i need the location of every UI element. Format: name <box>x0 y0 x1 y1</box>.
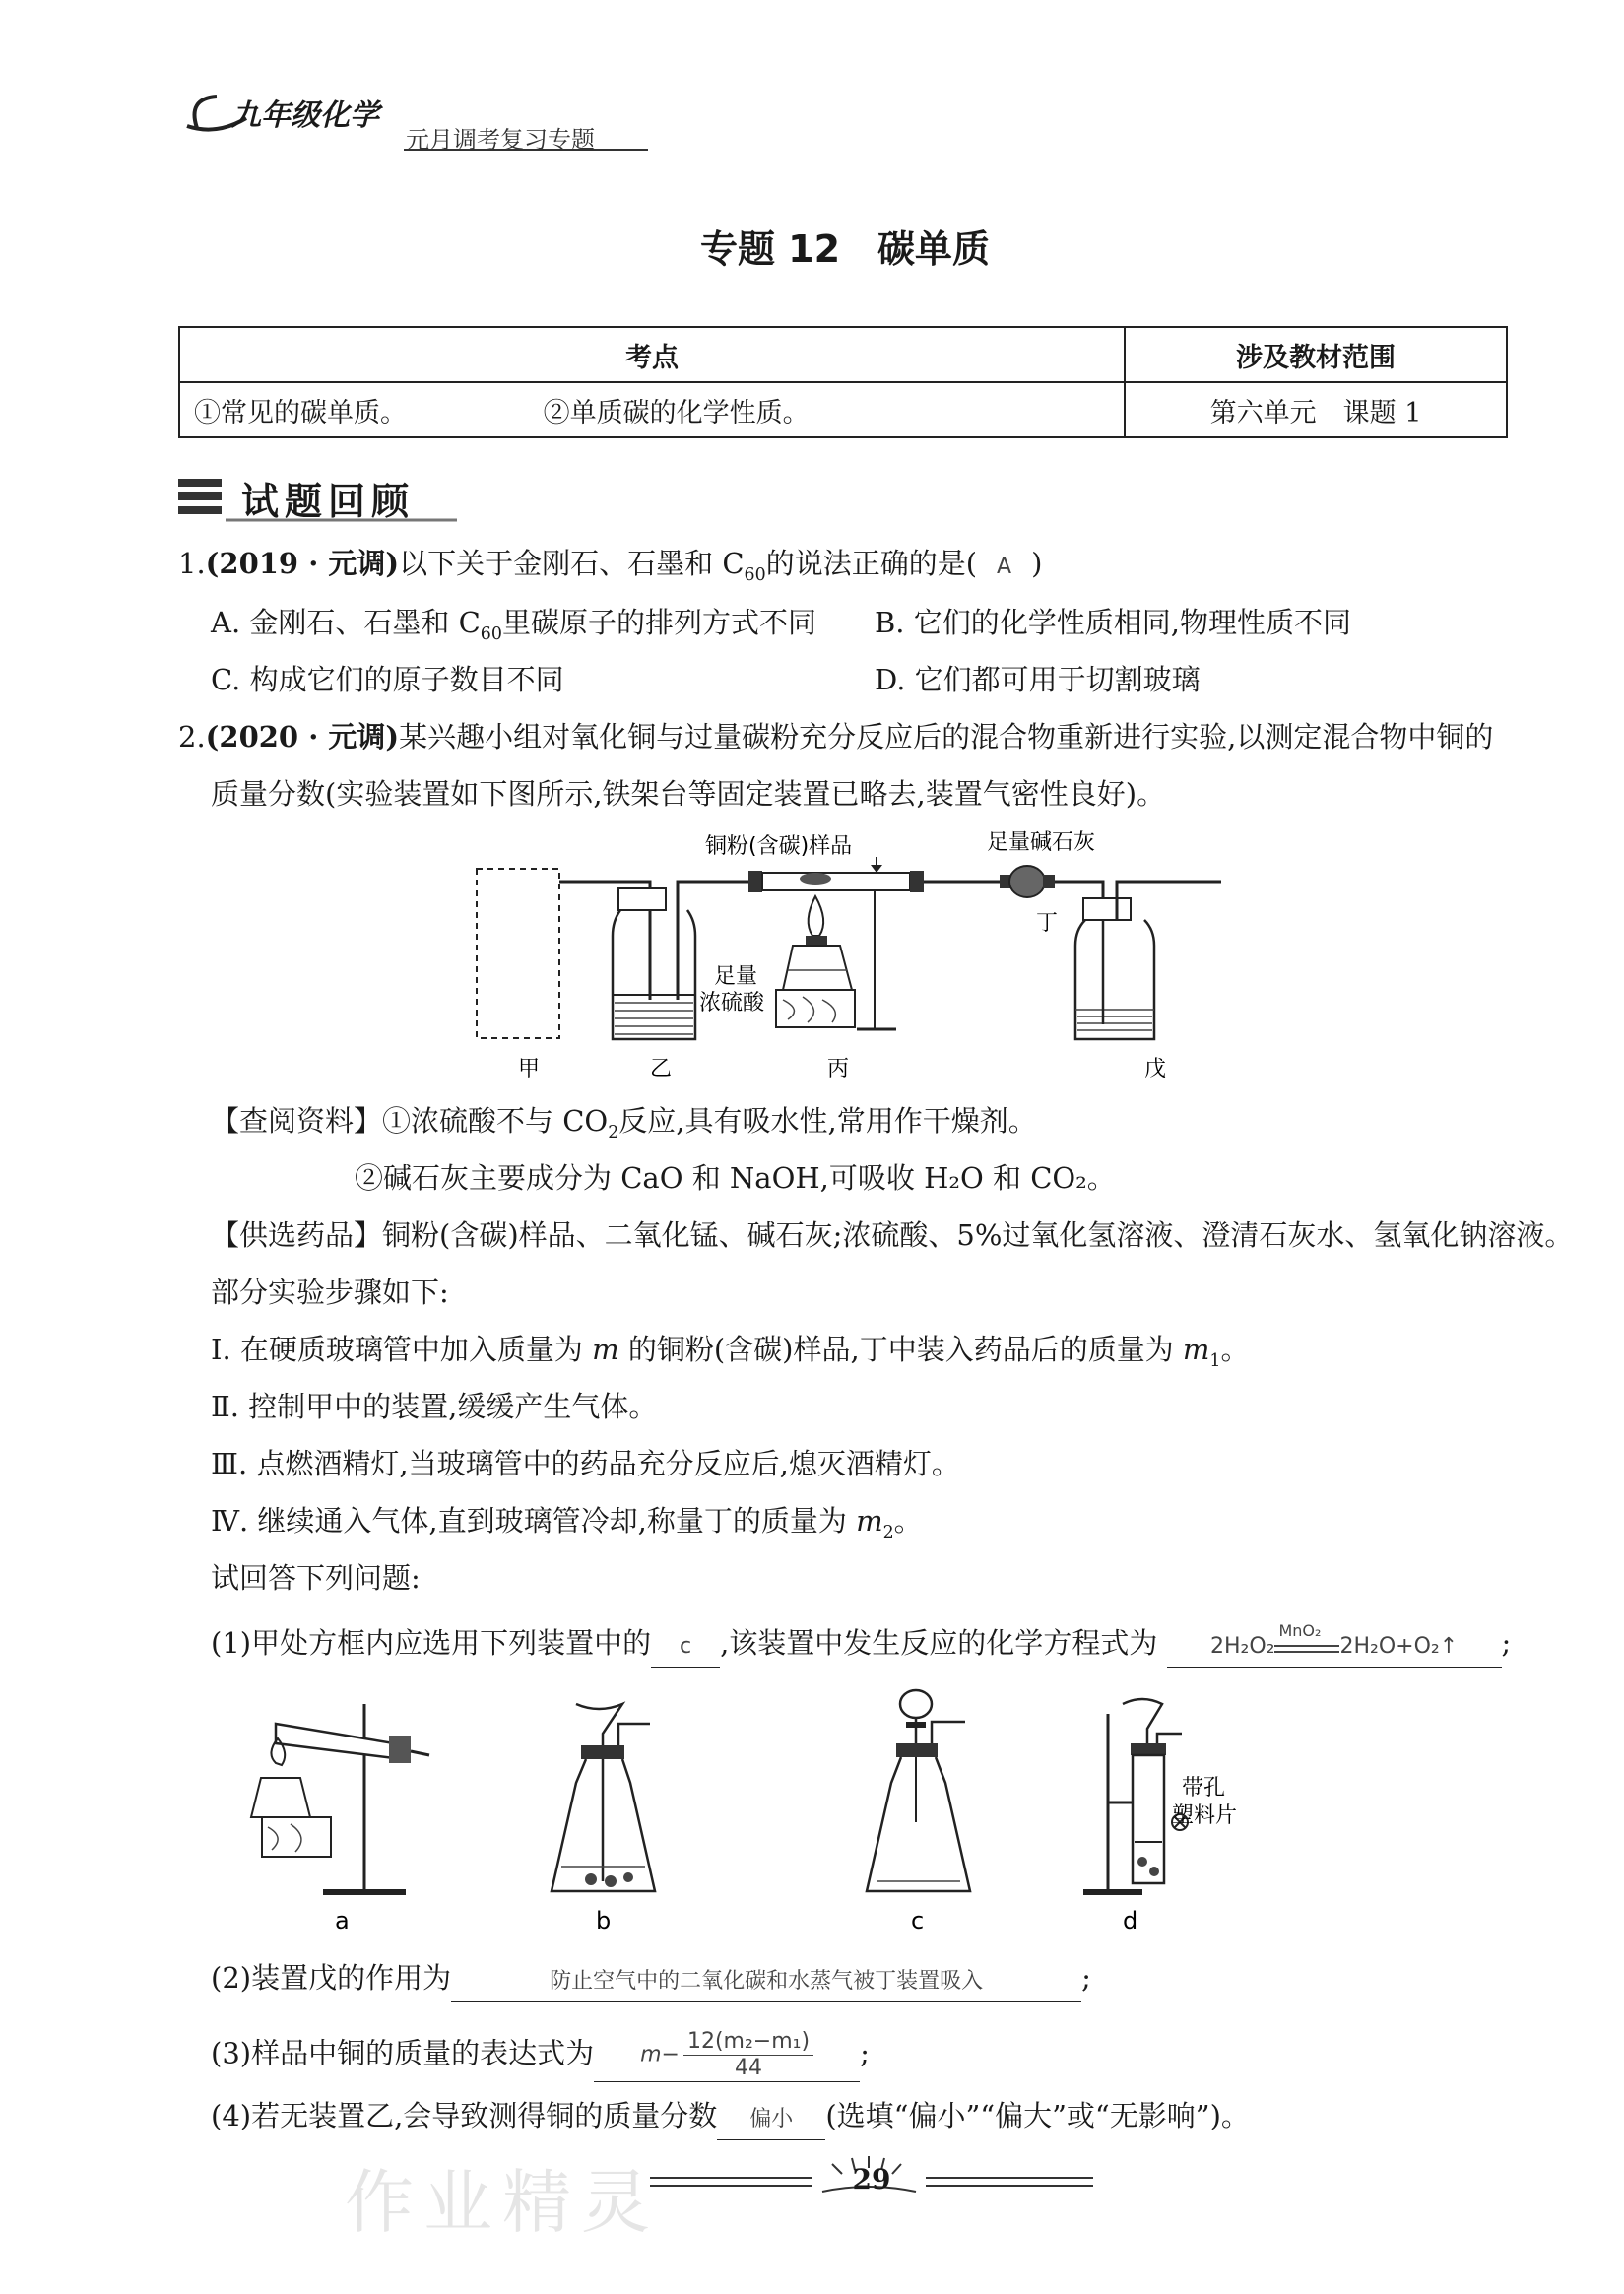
label-acid-2: 浓硫酸 <box>699 991 765 1016</box>
step1-m1-sub: 1 <box>1209 1350 1221 1371</box>
label-bing: 丙 <box>827 1057 850 1081</box>
q1-stem-sub: 60 <box>744 564 766 585</box>
q1-option-a-text: A. 金刚石、石墨和 C <box>211 606 481 639</box>
info-head: 【查阅资料】 <box>211 1104 383 1138</box>
apparatus-c <box>867 1690 970 1891</box>
s3-answer-blank <box>594 2029 860 2082</box>
s1-catalyst: MnO₂ <box>1278 1621 1322 1640</box>
s1-equation-blank <box>1167 1623 1502 1668</box>
label-jia: 甲 <box>518 1057 541 1081</box>
experiment-apparatus-figure <box>463 827 1251 1083</box>
header-subtitle: 元月调考复习专题 <box>406 126 595 154</box>
q1-stem-b: 的说法正确的是( <box>765 547 978 580</box>
s1-reactant: 2H₂O₂ <box>1209 1634 1275 1659</box>
s3-fraction <box>683 2029 813 2081</box>
ask-line: 试回答下列问题: <box>211 1561 421 1595</box>
subq-2 <box>211 1958 1091 2002</box>
step4-sub: 2 <box>882 1522 894 1542</box>
table-point2: ②单质碳的化学性质。 <box>543 397 810 428</box>
info1-b: 反应,具有吸水性,常用作干燥剂。 <box>618 1104 1037 1138</box>
q1-num: 1. <box>178 547 206 580</box>
step4-m: m <box>856 1504 883 1538</box>
label-app-d-note1: 带孔 <box>1182 1776 1226 1801</box>
q1-option-d: D. 它们都可用于切割玻璃 <box>875 663 1201 696</box>
q1-source: (2019 · 元调) <box>205 547 400 580</box>
q2-stem-line1 <box>178 717 1493 756</box>
q1-stem-a: 以下关于金刚石、石墨和 C <box>399 547 745 580</box>
apparatus-b <box>552 1704 655 1891</box>
q1-option-a-text2: 里碳原子的排列方式不同 <box>501 606 816 639</box>
label-sample: 铜粉(含碳)样品 <box>705 834 853 859</box>
s3-end: ; <box>860 2036 870 2070</box>
s1-b: ,该装置中发生反应的化学方程式为 <box>720 1626 1158 1660</box>
alcohol-lamp <box>776 890 896 1029</box>
label-yi: 乙 <box>650 1057 673 1081</box>
apparatus-d <box>1083 1699 1188 1895</box>
step1-m: m <box>592 1333 619 1366</box>
label-wu: 戊 <box>1144 1057 1167 1081</box>
steps-intro: 部分实验步骤如下: <box>211 1276 449 1309</box>
label-ding: 丁 <box>1036 911 1059 936</box>
label-app-a: a <box>335 1907 350 1934</box>
step-4 <box>211 1501 923 1552</box>
subq-3 <box>211 2029 870 2082</box>
q2-stem-line2: 质量分数(实验装置如下图所示,铁架台等固定装置已略去,装置气密性良好)。 <box>211 777 1166 811</box>
info-line1: 【查阅资料】①浓硫酸不与 $CO_2$反应,具有吸水性,常用作干燥剂。 <box>211 1104 1037 1143</box>
q2-source: (2020 · 元调) <box>205 720 400 754</box>
s2-end: ; <box>1081 1961 1091 1995</box>
s2-answer-blank <box>451 1958 1081 2002</box>
label-app-d: d <box>1123 1907 1138 1934</box>
step-3: Ⅲ. 点燃酒精灯,当玻璃管中的药品充分反应后,熄灭酒精灯。 <box>211 1447 960 1480</box>
step-1 <box>211 1330 1250 1381</box>
step1-a: Ⅰ. 在硬质玻璃管中加入质量为 <box>211 1333 583 1366</box>
s2-a: (2)装置戊的作用为 <box>211 1961 452 1995</box>
s3-denominator: 44 <box>735 2056 763 2080</box>
jia-dashed-box <box>477 869 559 1038</box>
subq-1 <box>211 1623 1511 1668</box>
info1-a: ①浓硫酸不与 CO <box>382 1104 609 1138</box>
s1-answer-blank <box>651 1623 720 1668</box>
bottle-wu <box>1075 882 1221 1039</box>
q1-stem-c: ) <box>1031 547 1043 580</box>
step1-end: 。 <box>1220 1333 1250 1366</box>
q2-num: 2. <box>178 720 206 754</box>
step4-end: 。 <box>893 1504 923 1538</box>
key-points-table <box>178 326 1508 438</box>
glass-tube-bing <box>719 857 1000 892</box>
table-header-scope: 涉及教材范围 <box>1125 327 1507 382</box>
page-number: 29 <box>852 2163 891 2196</box>
q2-stem1: 某兴趣小组对氧化铜与过量碳粉充分反应后的混合物重新进行实验,以测定混合物中铜的 <box>399 720 1494 754</box>
q1-option-b: B. 它们的化学性质相同,物理性质不同 <box>875 606 1351 639</box>
drugs-head: 【供选药品】 <box>211 1218 383 1252</box>
q1-answer: A <box>997 555 1012 579</box>
step1-m1: m <box>1182 1333 1210 1366</box>
section-title: 试题回顾 <box>241 480 416 523</box>
s1-product: 2H₂O+O₂↑ <box>1339 1634 1459 1659</box>
s3-a: (3)样品中铜的质量的表达式为 <box>211 2036 595 2070</box>
s3-m: m− <box>640 2042 680 2067</box>
s1-arrow <box>1274 1621 1339 1653</box>
table-header-points: 考点 <box>179 327 1125 382</box>
table-points-cell <box>179 382 1125 437</box>
table-scope: 第六单元 课题 1 <box>1125 382 1507 437</box>
label-app-b: b <box>596 1907 612 1934</box>
s2-answer: 防止空气中的二氧化碳和水蒸气被丁装置吸入 <box>550 1969 984 1994</box>
s4-a: (4)若无装置乙,会导致测得铜的质量分数 <box>211 2099 718 2132</box>
apparatus-options-figure <box>236 1684 1320 1940</box>
bottle-yi <box>613 882 719 1039</box>
q1-option-a-sub: 60 <box>480 623 502 644</box>
step-2: Ⅱ. 控制甲中的装置,缓缓产生气体。 <box>211 1390 658 1423</box>
s1-a: (1)甲处方框内应选用下列装置中的 <box>211 1626 652 1660</box>
s4-b: (选填“偏小”“偏大”或“无影响”)。 <box>825 2099 1250 2132</box>
page-title: 专题 12 碳单质 <box>699 228 991 271</box>
drugs-line <box>211 1215 1573 1255</box>
step1-b: 的铜粉(含碳)样品,丁中装入药品后的质量为 <box>627 1333 1174 1366</box>
table-point1: ①常见的碳单质。 <box>194 397 407 428</box>
q1-option-c: C. 构成它们的原子数目不同 <box>211 663 564 696</box>
label-app-c: c <box>911 1907 925 1934</box>
step4-a: Ⅳ. 继续通入气体,直到玻璃管冷却,称量丁的质量为 <box>211 1504 847 1538</box>
header-series: 九年级化学 <box>231 98 379 133</box>
info-line2: ②碱石灰主要成分为 CaO 和 NaOH,可吸收 H₂O 和 CO₂。 <box>355 1161 1116 1195</box>
s1-answer: c <box>680 1634 692 1659</box>
drugs-text: 铜粉(含碳)样品、二氧化锰、碱石灰;浓硫酸、5%过氧化氢溶液、澄清石灰水、氢氧化钠溶液。 <box>382 1218 1574 1252</box>
s4-answer: 偏小 <box>749 2107 794 2131</box>
subq-4 <box>211 2096 1250 2140</box>
s4-answer-blank <box>717 2096 825 2140</box>
q1-option-a <box>211 603 816 654</box>
label-app-d-note2: 塑料片 <box>1172 1803 1238 1828</box>
q1-stem <box>178 544 1042 595</box>
label-acid-1: 足量 <box>714 964 758 989</box>
s3-numerator: 12(m₂−m₁) <box>683 2029 813 2056</box>
label-soda-lime: 足量碱石灰 <box>987 830 1096 855</box>
s1-end: ; <box>1501 1626 1512 1660</box>
watermark: 作业精灵 <box>345 2162 660 2243</box>
apparatus-a <box>251 1704 429 1895</box>
